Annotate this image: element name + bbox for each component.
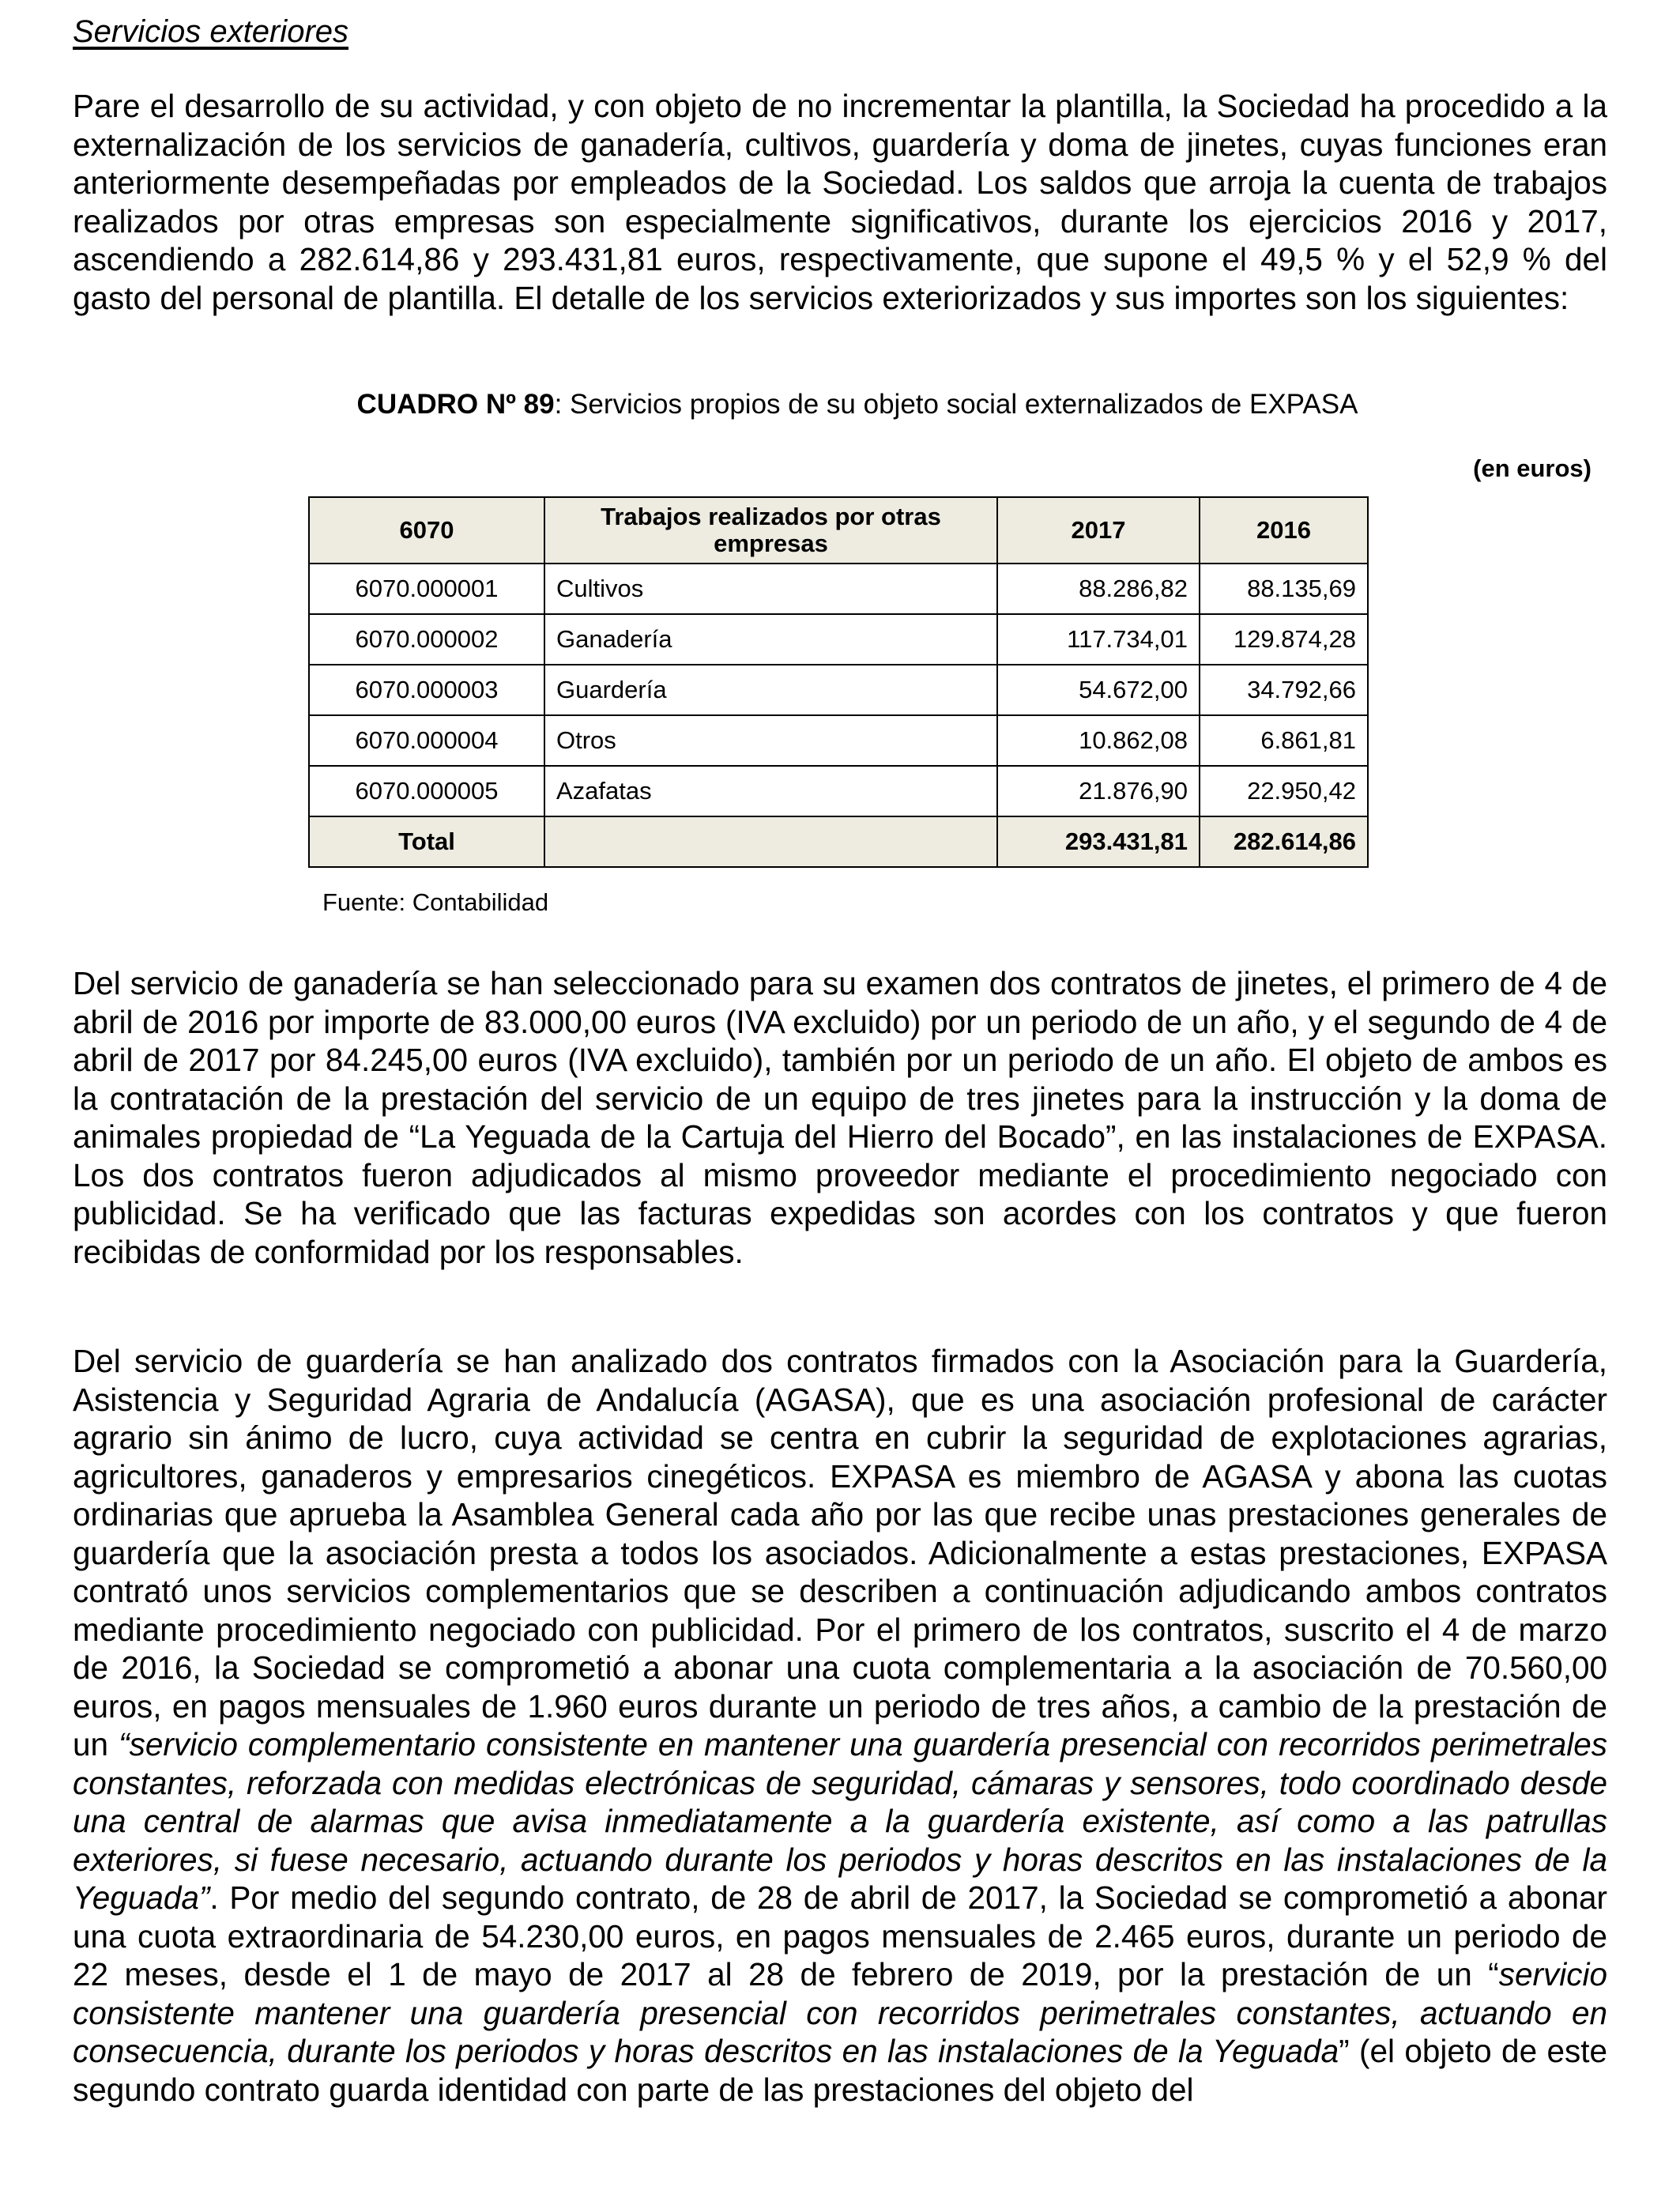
cell-2016: 6.861,81	[1200, 715, 1368, 766]
table-units: (en euros)	[1473, 454, 1591, 482]
paragraph-intro: Pare el desarrollo de su actividad, y con objeto de no incrementar la plantilla, la Sociedad ha procedido a la externalización de los servicios de ganadería, cultivos, guardería y doma de jinetes, cuyas funciones eran anteriormente desempeñadas por empleados de la Sociedad. Los saldos que arroja la cuenta de trabajos realizados por otras empresas son especialmente significativos, durante los ejercicios 2016 y 2017, ascendiendo a 282.614,86 y 293.431,81 euros, respectivamente, que supone el 49,5 % y el 52,9 % del gasto del personal de plantilla. El detalle de los servicios exteriorizados y sus importes son los siguientes:	[73, 88, 1607, 316]
table-total-row	[309, 816, 1368, 867]
services-table	[308, 496, 1369, 868]
cell-code: 6070.000005	[309, 766, 544, 816]
table-caption-number: CUADRO Nº 89	[356, 389, 555, 420]
header-description: Trabajos realizados por otras empresas	[544, 497, 997, 564]
cell-name: Guardería	[544, 665, 997, 715]
table-row	[309, 665, 1368, 715]
cell-code: 6070.000004	[309, 715, 544, 766]
cell-code: 6070.000001	[309, 564, 544, 614]
table-row	[309, 715, 1368, 766]
paragraph-guarderia	[73, 1342, 1607, 2109]
cell-2017: 54.672,00	[997, 665, 1200, 715]
header-2017: 2017	[997, 497, 1200, 564]
table-caption-text: : Servicios propios de su objeto social externalizados de EXPASA	[554, 389, 1358, 420]
table-row	[309, 564, 1368, 614]
cell-name: Azafatas	[544, 766, 997, 816]
cell-2016: 34.792,66	[1200, 665, 1368, 715]
cell-2016: 88.135,69	[1200, 564, 1368, 614]
cell-2017: 21.876,90	[997, 766, 1200, 816]
paragraph-ganaderia: Del servicio de ganadería se han seleccionado para su examen dos contratos de jinetes, el primero de 4 de abril de 2016 por importe de 83.000,00 euros (IVA excluido) por un periodo de un año, y el segundo de 4 de abril de 2017 por 84.245,00 euros (IVA excluido), también por un periodo de un año. El objeto de ambos es la contratación de la prestación del servicio de un equipo de tres jinetes para la instrucción y la doma de animales propiedad de “La Yeguada de la Cartuja del Hierro del Bocado”, en las instalaciones de EXPASA. Los dos contratos fueron adjudicados al mismo proveedor mediante el procedimiento negociado con publicidad. Se ha verificado que las facturas expedidas son acordes con los contratos y que fueron recibidas de conformidad por los responsables.	[73, 965, 1607, 1270]
cell-name: Cultivos	[544, 564, 997, 614]
cell-2017: 117.734,01	[997, 614, 1200, 665]
total-2017: 293.431,81	[997, 816, 1200, 867]
cell-name: Otros	[544, 715, 997, 766]
total-2016: 282.614,86	[1200, 816, 1368, 867]
table-source: Fuente: Contabilidad	[322, 888, 549, 916]
table-caption	[73, 389, 1607, 420]
cell-2017: 88.286,82	[997, 564, 1200, 614]
cell-2016: 22.950,42	[1200, 766, 1368, 816]
total-name	[544, 816, 997, 867]
cell-code: 6070.000002	[309, 614, 544, 665]
cell-code: 6070.000003	[309, 665, 544, 715]
paragraph-guarderia-part-c: . Por medio del segundo contrato, de 28 de abril de 2017, la Sociedad se comprometió a abonar una cuota extraordinaria de 54.230,00 euros, en pagos mensuales de 2.465 euros, durante un periodo de 22 meses, desde el 1 de mayo de 2017 al 28 de febrero de 2019, por la prestación de un “	[73, 1879, 1607, 1992]
paragraph-guarderia-quote-1: “servicio complementario consistente en mantener una guardería presencial con recorridos perimetrales constantes, reforzada con medidas electrónicas de seguridad, cámaras y sensores, todo coordinado desde una central de alarmas que avisa inmediatamente a la guardería existente, así como a las patrullas exteriores, si fuese necesario, actuando durante los periodos y horas descritos en las instalaciones de la Yeguada”	[73, 1726, 1607, 1916]
table-row	[309, 766, 1368, 816]
header-2016: 2016	[1200, 497, 1368, 564]
section-title: Servicios exteriores	[73, 14, 349, 49]
header-account: 6070	[309, 497, 544, 564]
paragraph-guarderia-quote-2: servicio consistente mantener una guardería presencial con recorridos perimetrales constantes, actuando en consecuencia, durante los periodos y horas descritos en las instalaciones de la Yeguada	[73, 1956, 1607, 2069]
cell-2016: 129.874,28	[1200, 614, 1368, 665]
total-label: Total	[309, 816, 544, 867]
cell-name: Ganadería	[544, 614, 997, 665]
paragraph-guarderia-part-a: Del servicio de guardería se han analizado dos contratos firmados con la Asociación para la Guardería, Asistencia y Seguridad Agraria de Andalucía (AGASA), que es una asociación profesional de carácter agrario sin ánimo de lucro, cuya actividad se centra en cubrir la seguridad de explotaciones agrarias, agricultores, ganaderos y empresarios cinegéticos. EXPASA es miembro de AGASA y abona las cuotas ordinarias que aprueba la Asamblea General cada año por las que recibe unas prestaciones generales de guardería que la asociación presta a todos los asociados. Adicionalmente a estas prestaciones, EXPASA contrató unos servicios complementarios que se describen a continuación adjudicando ambos contratos mediante procedimiento negociado con publicidad. Por el primero de los contratos, suscrito el 4 de marzo de 2016, la Sociedad se comprometió a abonar una cuota complementaria a la asociación de 70.560,00 euros, en pagos mensuales de 1.960 euros durante un periodo de tres años, a cambio de la prestación de un	[73, 1343, 1607, 1762]
table-row	[309, 614, 1368, 665]
paragraph-guarderia-part-e: ” (el objeto de este segundo contrato guarda identidad con parte de las prestaciones del objeto del	[73, 2033, 1608, 2108]
cell-2017: 10.862,08	[997, 715, 1200, 766]
table-header-row	[309, 497, 1368, 564]
